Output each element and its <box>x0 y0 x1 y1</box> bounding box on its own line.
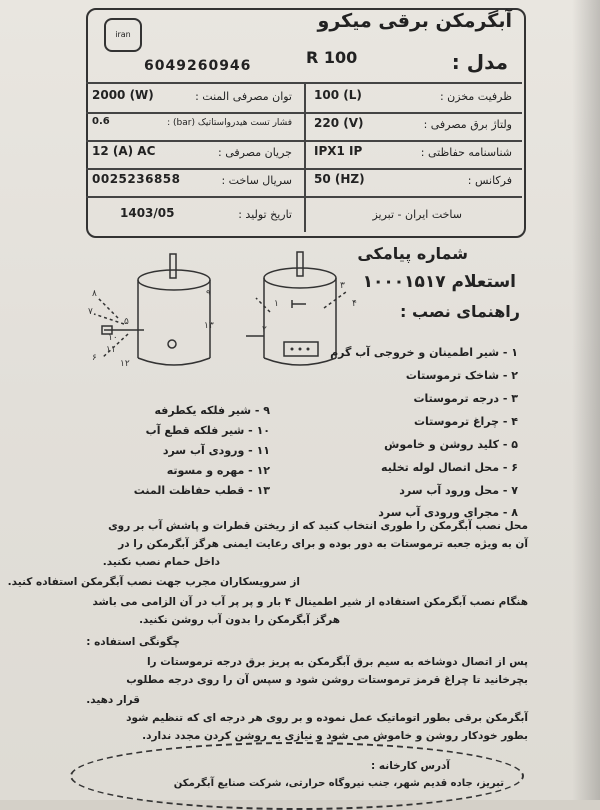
part-item: ۹ - شیر فلکه یکطرفه <box>154 404 270 417</box>
spec-label: فرکانس : <box>467 174 512 187</box>
part-item: ۱۲ - مهره و مسوته <box>166 464 270 477</box>
diagram-label: ۱۳ <box>204 321 214 331</box>
install-heading: راهنمای نصب : <box>400 302 520 321</box>
part-item: ۱۰ - شیر فلکه قطع آب <box>145 424 270 437</box>
diagram-label: ۸ <box>92 289 97 299</box>
paragraph-line: هنگام نصب آبگرمکن استفاده از شیر اطمینال ۴ بار و پر پر آب در آن الزامی می باشد <box>92 596 528 608</box>
part-item: ۸ - مجرای ورودی آب سرد <box>378 506 518 519</box>
paragraph-line: پس از اتصال دوشاخه به سیم برق آبگرمکن به پریز برق درجه ترموستات را <box>146 656 528 668</box>
paragraph-line: محل نصب آبگرمکن را طوری انتخاب کنید که از ریختن قطرات و پاشش آب بر روی <box>108 520 528 532</box>
spec-value: 50 (HZ) <box>314 172 365 186</box>
model-value: R 100 <box>306 48 358 67</box>
diagram-label: ۳ <box>340 281 345 291</box>
address-label: آدرس کارخانه : <box>371 760 450 772</box>
diagram-label: ۵ <box>124 317 129 327</box>
diagram-label: ۱۲ <box>120 359 130 369</box>
part-item: ۱ - شیر اطمینان و خروجی آب گرم <box>330 346 518 359</box>
spec-value: 12 (A) AC <box>92 144 156 158</box>
product-title: آبگرمکن برقی میکرو <box>317 10 512 32</box>
address-text: تبریز، جاده قدیم شهر، جنب نیروگاه حرارتی، شرکت صنایع آبگرمکن <box>173 778 504 789</box>
paragraph-line: آبگرمکن برقی بطور اتوماتیک عمل نموده و بر روی هر درجه ای که تنظیم شود <box>126 712 528 724</box>
part-item: ۶ - محل اتصال لوله تخلیه <box>381 461 518 474</box>
spec-value: 2000 (W) <box>92 88 154 102</box>
spec-table <box>86 82 522 232</box>
part-item: ۴ - چراغ ترموستات <box>414 415 518 428</box>
paragraph-line: هرگز آبگرمکن را بدون آب روشن نکنید. <box>139 614 340 626</box>
diagram-label: ۱۱ <box>106 345 116 355</box>
spec-value: 0.6 <box>92 116 110 127</box>
spec-label: فشار تست هیدرواستاتیک (bar) : <box>167 118 292 128</box>
page-shadow <box>572 0 600 800</box>
paragraph-line: از سرویسکاران مجرب جهت نصب آبگرمکن استفاده کنید. <box>7 576 300 588</box>
spec-value: 220 (V) <box>314 116 364 130</box>
part-item: ۳ - درجه ترموستات <box>413 392 518 405</box>
paragraph-line: داخل حمام نصب نکنید. <box>102 556 220 568</box>
sms-query: استعلام ۱۰۰۰۱۵۱۷ <box>362 272 516 292</box>
spec-label: تاریخ تولید : <box>238 208 292 221</box>
paragraph-line: آن به ویژه جعبه ترموستات به دور بوده و برای رعایت ایمنی هرگز آبگرمکن را در <box>118 538 528 550</box>
diagram-label: ۶ <box>92 353 97 363</box>
part-item: ۵ - کلید روشن و خاموش <box>384 438 518 451</box>
part-item: ۱۱ - ورودی آب سرد <box>162 444 270 457</box>
spec-label: شناسنامه حفاظتی : <box>420 146 512 159</box>
part-item: ۷ - محل ورود آب سرد <box>399 484 518 497</box>
spec-value: 1403/05 <box>120 206 175 220</box>
diagram-label: ۷ <box>88 307 93 317</box>
diagram-label: ۴ <box>352 299 357 309</box>
diagram-label: ۱۰ <box>108 333 118 343</box>
spec-label: جریان مصرفی : <box>218 146 292 159</box>
paragraph-line: بچرخانید تا چراغ قرمز ترموستات روشن شود و سپس آن را روی درجه مطلوب <box>126 674 528 686</box>
installation-diagram <box>84 248 374 408</box>
spec-value: 100 (L) <box>314 88 362 102</box>
spec-label: ظرفیت مخزن : <box>439 90 512 103</box>
spec-value: IPX1 IP <box>314 144 363 158</box>
paragraph-line: چگونگی استفاده : <box>86 636 180 648</box>
sms-heading: شماره پیامکی <box>357 244 468 263</box>
model-label: مدل : <box>451 50 508 74</box>
part-item: ۱۳ - قطب حفاظت المنت <box>133 484 270 497</box>
made-in: ساخت ایران - تبریز <box>372 208 462 221</box>
part-item: ۲ - شاخک ترموستات <box>405 369 518 382</box>
diagram-label: ۹ <box>206 289 211 299</box>
brand-logo: iran <box>104 18 142 52</box>
spec-label: سریال ساخت : <box>221 174 292 187</box>
paragraph-line: بطور خودکار روشن و خاموش می شود و نیازی به روشن کردن مجدد ندارد. <box>142 730 528 742</box>
spec-label: توان مصرفی المنت : <box>195 90 292 103</box>
spec-value: 0025236858 <box>92 172 181 186</box>
diagram-label: ۱ <box>274 299 279 309</box>
serial-number: 6049260946 <box>144 58 252 74</box>
spec-label: ولتاژ برق مصرفی : <box>423 118 512 131</box>
diagram-label: ۲ <box>262 325 267 335</box>
paragraph-line: قرار دهید. <box>86 694 140 706</box>
